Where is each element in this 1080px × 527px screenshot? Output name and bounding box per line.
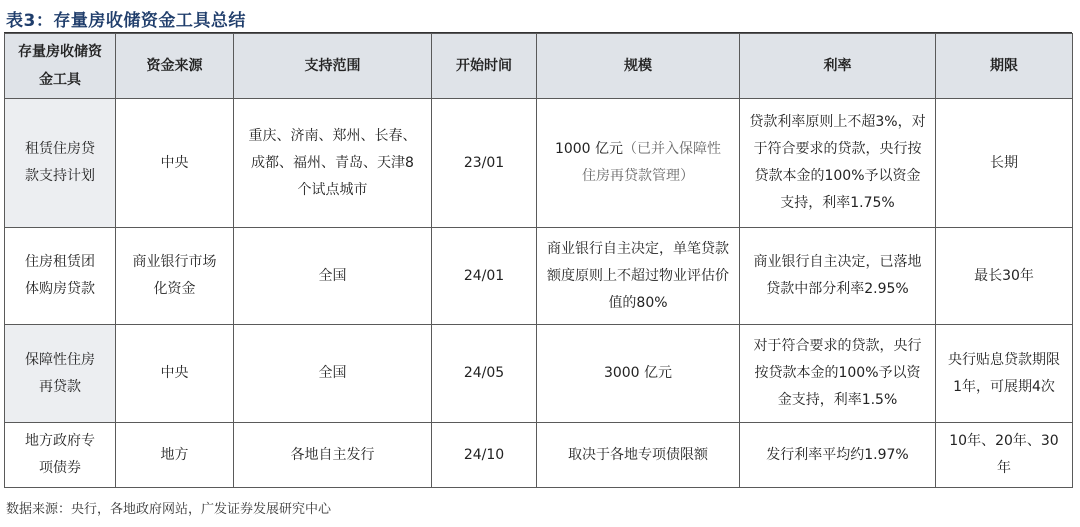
cell-scale: 取决于各地专项债限额: [537, 423, 740, 488]
cell-scope: 全国: [234, 325, 432, 423]
cell-term: 央行贴息贷款期限1年，可展期4次: [936, 325, 1073, 423]
cell-scale-main: 1000 亿元: [554, 141, 624, 157]
header-cell-scope: 支持范围: [234, 34, 432, 99]
header-cell-rate: 利率: [740, 34, 936, 99]
summary-table-container: [4, 33, 1072, 488]
cell-tool: 保障性住房再贷款: [5, 325, 116, 423]
cell-start: 24/10: [432, 423, 537, 488]
data-source-note: 数据来源：央行，各地政府网站，广发证券发展研究中心: [6, 502, 332, 517]
header-cell-start: 开始时间: [432, 34, 537, 99]
header-cell-tool: 存量房收储资金工具: [5, 34, 116, 99]
cell-rate: 对于符合要求的贷款，央行按贷款本金的100%予以资金支持，利率1.5%: [740, 325, 936, 423]
cell-source: 地方: [116, 423, 234, 488]
cell-start: 23/01: [432, 99, 537, 228]
cell-source: 商业银行市场化资金: [116, 228, 234, 325]
cell-rate: 商业银行自主决定，已落地贷款中部分利率2.95%: [740, 228, 936, 325]
cell-scope: 全国: [234, 228, 432, 325]
cell-scale: 3000 亿元: [537, 325, 740, 423]
cell-term: 10年、20年、30年: [936, 423, 1073, 488]
header-row: [5, 34, 1073, 99]
cell-scope: 各地自主发行: [234, 423, 432, 488]
cell-scale: [537, 99, 740, 228]
cell-source: 中央: [116, 325, 234, 423]
table-row: [5, 423, 1073, 488]
cell-term: 长期: [936, 99, 1073, 228]
cell-start: 24/01: [432, 228, 537, 325]
cell-rate: 贷款利率原则上不超3%，对于符合要求的贷款，央行按贷款本金的100%予以资金支持，利率1.75%: [740, 99, 936, 228]
cell-scale: 商业银行自主决定，单笔贷款额度原则上不超过物业评估价值的80%: [537, 228, 740, 325]
table-row: [5, 228, 1073, 325]
cell-source: 中央: [116, 99, 234, 228]
cell-tool: 租赁住房贷款支持计划: [5, 99, 116, 228]
summary-table: [4, 33, 1073, 488]
cell-rate: 发行利率平均约1.97%: [740, 423, 936, 488]
header-cell-term: 期限: [936, 34, 1073, 99]
cell-tool: 地方政府专项债券: [5, 423, 116, 488]
cell-scale-note: （已并入保障性住房再贷款管理）: [582, 141, 722, 184]
cell-start: 24/05: [432, 325, 537, 423]
cell-term: 最长30年: [936, 228, 1073, 325]
table-row: [5, 99, 1073, 228]
table-row: [5, 325, 1073, 423]
header-cell-source: 资金来源: [116, 34, 234, 99]
header-cell-scale: 规模: [537, 34, 740, 99]
cell-tool: 住房租赁团体购房贷款: [5, 228, 116, 325]
table-title: 表3：存量房收储资金工具总结: [6, 11, 246, 31]
cell-scope: 重庆、济南、郑州、长春、成都、福州、青岛、天津8个试点城市: [234, 99, 432, 228]
